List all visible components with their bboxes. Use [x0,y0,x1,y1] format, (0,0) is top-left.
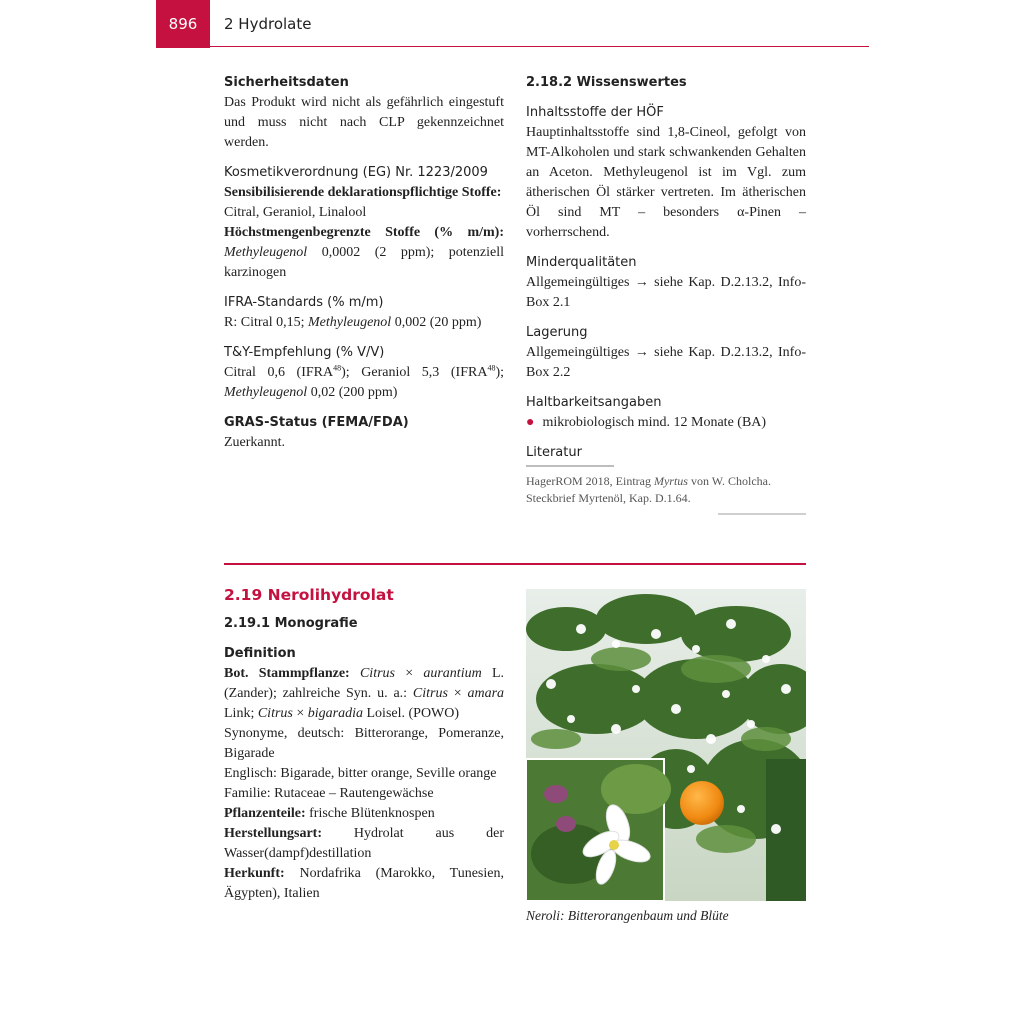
bot-t3: Loisel. (POWO) [366,706,460,721]
production-value: Hydrolat aus der Wasser(dampf)destillation [224,826,504,861]
hof-text: Hauptinhaltsstoffe sind 1,8-Cineol, gefolgt von MT-Alkoholen und stark schwankenden Gehalten an Aceton. Methyleugenol ist im Vgl. zum ätherischen Öl stärker vertreten. Im ätherischen Öl sind MT – besonders α-Pinen – vorherrschend. [526,125,806,240]
max-value: 0,0002 (2 ppm); potenziell karzinogen [224,245,504,280]
lit-line1-italic: Myrtus [653,474,688,488]
literature-heading: Literatur [526,443,614,467]
neroli-photo [526,589,806,901]
family: Familie: Rutaceae – Rautengewächse [224,786,434,801]
ty-sup2: 48 [487,363,496,373]
section-divider [224,563,806,565]
sens-line [224,183,504,223]
bot-x3: × [296,706,305,721]
ty-part4: 0,02 (200 ppm) [310,385,398,400]
ty-heading: T&Y-Empfehlung (% V/V) [224,345,385,360]
bot-line [224,664,504,724]
lit-line1-b: von W. Cholcha. [690,474,771,488]
lager-text: Allgemeingültiges → siehe Kap. D.2.13.2, Info-Box 2.2 [526,345,806,380]
halt-item [526,413,806,433]
max-line [224,223,504,283]
minder-heading: Minderqualitäten [526,255,637,270]
ty-part3: ); [495,365,504,380]
bullet-icon: ● [526,415,535,430]
header-rule [156,46,869,47]
gras-value: Zuerkannt. [224,435,286,450]
bot-i6: bigaradia [307,706,363,721]
photo-caption: Neroli: Bitterorangenbaum und Blüte [526,908,729,923]
bot-t1: L. (Zander); zahlreiche Syn. u. a.: [224,666,504,701]
lager-heading: Lagerung [526,325,588,340]
max-label: Höchstmengenbegrenzte Stoffe (% m/m): [224,225,504,240]
origin-label: Herkunft: [224,866,285,881]
definition-heading: Definition [224,646,296,661]
sens-value: Citral, Geraniol, Linalool [224,205,367,220]
max-italic: Methyleugenol [224,245,308,260]
bot-i1: Citrus [359,666,395,681]
ty-part1: Citral 0,6 (IFRA [224,365,334,380]
section-left-column [224,584,504,904]
plant-parts-value: frische Blütenknospen [309,806,435,821]
bot-i4: amara [467,686,505,701]
halt-heading: Haltbarkeitsangaben [526,395,662,410]
ty-sup1: 48 [333,363,342,373]
monografie-heading: 2.19.1 Monografie [224,616,358,631]
subsection-heading: 2.18.2 Wissenswertes [526,75,687,90]
bot-i2: aurantium [423,666,482,681]
origin-value: Nordafrika (Marokko, Tunesien, Ägypten), Italien [224,866,504,901]
origin [224,864,504,904]
lit-line-1 [526,473,806,490]
running-title: 2 Hydrolate [224,15,312,33]
literature-rule [718,513,806,515]
bot-t2: Link; [224,706,255,721]
lit-line-2: Steckbrief Myrtenöl, Kap. D.1.64. [526,491,691,505]
literature-box [526,473,806,507]
ifra-heading: IFRA-Standards (% m/m) [224,295,384,310]
ifra-italic: Methyleugenol [308,315,392,330]
photo-illustration [526,589,806,901]
ifra-prefix: R: Citral 0,15; [224,315,305,330]
ifra-value: 0,002 (20 ppm) [394,315,482,330]
english-names: Englisch: Bigarade, bitter orange, Seville orange [224,766,497,781]
synonyms-de: Synonyme, deutsch: Bitterorange, Pomeranze, Bigarade [224,726,504,761]
ty-line [224,363,504,403]
bot-x: × [405,666,414,681]
production-label: Herstellungsart: [224,826,322,841]
sens-label: Sensibilisierende deklarationspflichtige Stoffe: [224,185,502,200]
safety-heading: Sicherheitsdaten [224,75,349,90]
section-title: 2.19 Nerolihydrolat [224,586,394,604]
gras-heading: GRAS-Status (FEMA/FDA) [224,415,409,430]
page-number: 896 [156,0,210,48]
cosmetic-heading: Kosmetikverordnung (EG) Nr. 1223/2009 [224,165,488,180]
plant-parts [224,804,504,824]
lit-line1-a: HagerROM 2018, Eintrag [526,474,651,488]
plant-parts-label: Pflanzenteile: [224,806,306,821]
ty-italic: Methyleugenol [224,385,308,400]
production [224,824,504,864]
bot-i5: Citrus [257,706,293,721]
halt-item-text: mikrobiologisch mind. 12 Monate (BA) [542,415,767,430]
bot-i3: Citrus [412,686,448,701]
bot-x2: × [453,686,462,701]
safety-text: Das Produkt wird nicht als gefährlich eingestuft und muss nicht nach CLP gekennzeichnet werden. [224,95,504,150]
left-column [224,73,504,453]
ty-part2: ); Geraniol 5,3 (IFRA [341,365,488,380]
right-column [526,73,806,515]
hof-heading: Inhaltsstoffe der HÖF [526,105,664,120]
ifra-line [224,313,504,333]
bot-label: Bot. Stammpflanze: [224,666,350,681]
minder-text: Allgemeingültiges → siehe Kap. D.2.13.2, Info-Box 2.1 [526,275,806,310]
